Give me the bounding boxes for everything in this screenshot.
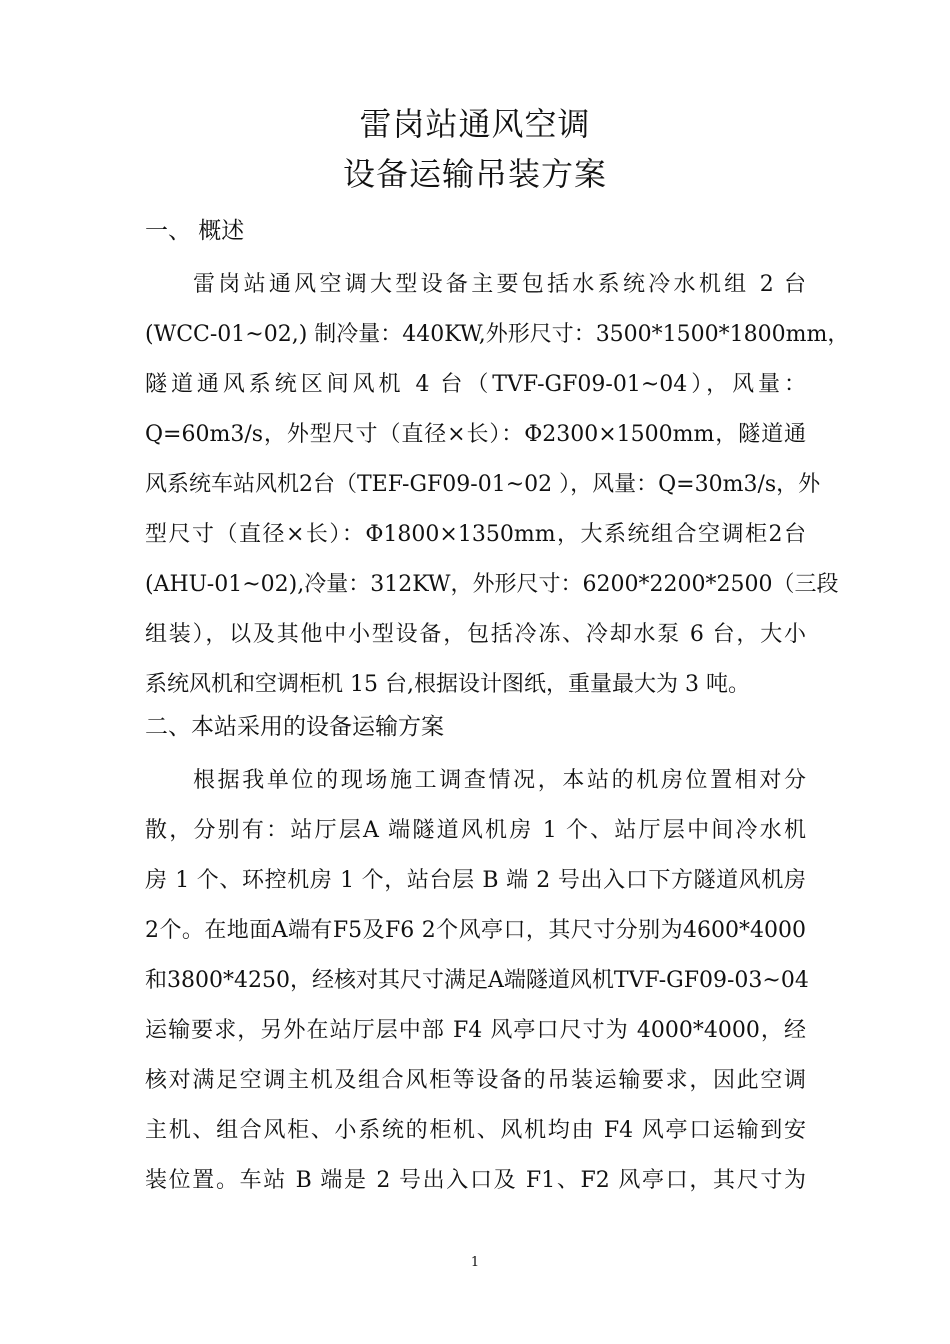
paragraph-line: Q=60m3/s，外型尺寸（直径×长）：Φ2300×1500mm，隧道通 — [145, 422, 806, 447]
paragraph-line: 房 1 个、环控机房 1 个，站台层 B 端 2 号出入口下方隧道风机房 — [145, 868, 806, 893]
paragraph-line: 根据我单位的现场施工调查情况，本站的机房位置相对分 — [193, 768, 806, 793]
paragraph-line: (AHU-01~02),冷量：312KW，外形尺寸：6200*2200*2500（三段 — [145, 572, 839, 597]
paragraph-line: 2个。在地面A端有F5及F6 2个风亭口，其尺寸分别为4600*4000 — [145, 918, 806, 943]
paragraph-line: 散，分别有：站厅层A 端隧道风机房 1 个、站厅层中间冷水机 — [145, 818, 806, 843]
section-heading-overview: 一、 概述 — [145, 218, 245, 244]
paragraph-line: 风系统车站风机2台（TEF-GF09-01~02 ），风量：Q=30m3/s，外 — [145, 472, 821, 497]
paragraph-line: 型尺寸（直径×长）：Φ1800×1350mm，大系统组合空调柜2台 — [145, 522, 806, 547]
paragraph-line: 和3800*4250，经核对其尺寸满足A端隧道风机TVF-GF09-03~04 — [145, 968, 809, 993]
paragraph-line: 隧道通风系统区间风机 4 台（TVF-GF09-01~04），风量： — [145, 372, 806, 397]
paragraph-line: 运输要求，另外在站厅层中部 F4 风亭口尺寸为 4000*4000，经 — [145, 1018, 806, 1043]
paragraph-line: 核对满足空调主机及组合风柜等设备的吊装运输要求，因此空调 — [145, 1068, 806, 1093]
paragraph-line: 系统风机和空调柜机 15 台,根据设计图纸，重量最大为 3 吨。 — [145, 672, 750, 697]
paragraph-line: 雷岗站通风空调大型设备主要包括水系统冷水机组 2 台 — [193, 272, 806, 297]
page-number: 1 — [470, 1255, 480, 1270]
paragraph-line: 主机、组合风柜、小系统的柜机、风机均由 F4 风亭口运输到安 — [145, 1118, 806, 1143]
paragraph-line: 装位置。车站 B 端是 2 号出入口及 F1、F2 风亭口，其尺寸为 — [145, 1168, 806, 1193]
document-title-line-2: 设备运输吊装方案 — [342, 155, 607, 193]
document-title-line-1: 雷岗站通风空调 — [359, 105, 591, 143]
paragraph-line: (WCC-01~02,) 制冷量：440KW,外形尺寸：3500*1500*1800mm， — [145, 322, 850, 347]
paragraph-line: 组装），以及其他中小型设备，包括冷冻、冷却水泵 6 台，大小 — [145, 622, 806, 647]
section-heading-transport-plan: 二、本站采用的设备运输方案 — [145, 714, 444, 740]
